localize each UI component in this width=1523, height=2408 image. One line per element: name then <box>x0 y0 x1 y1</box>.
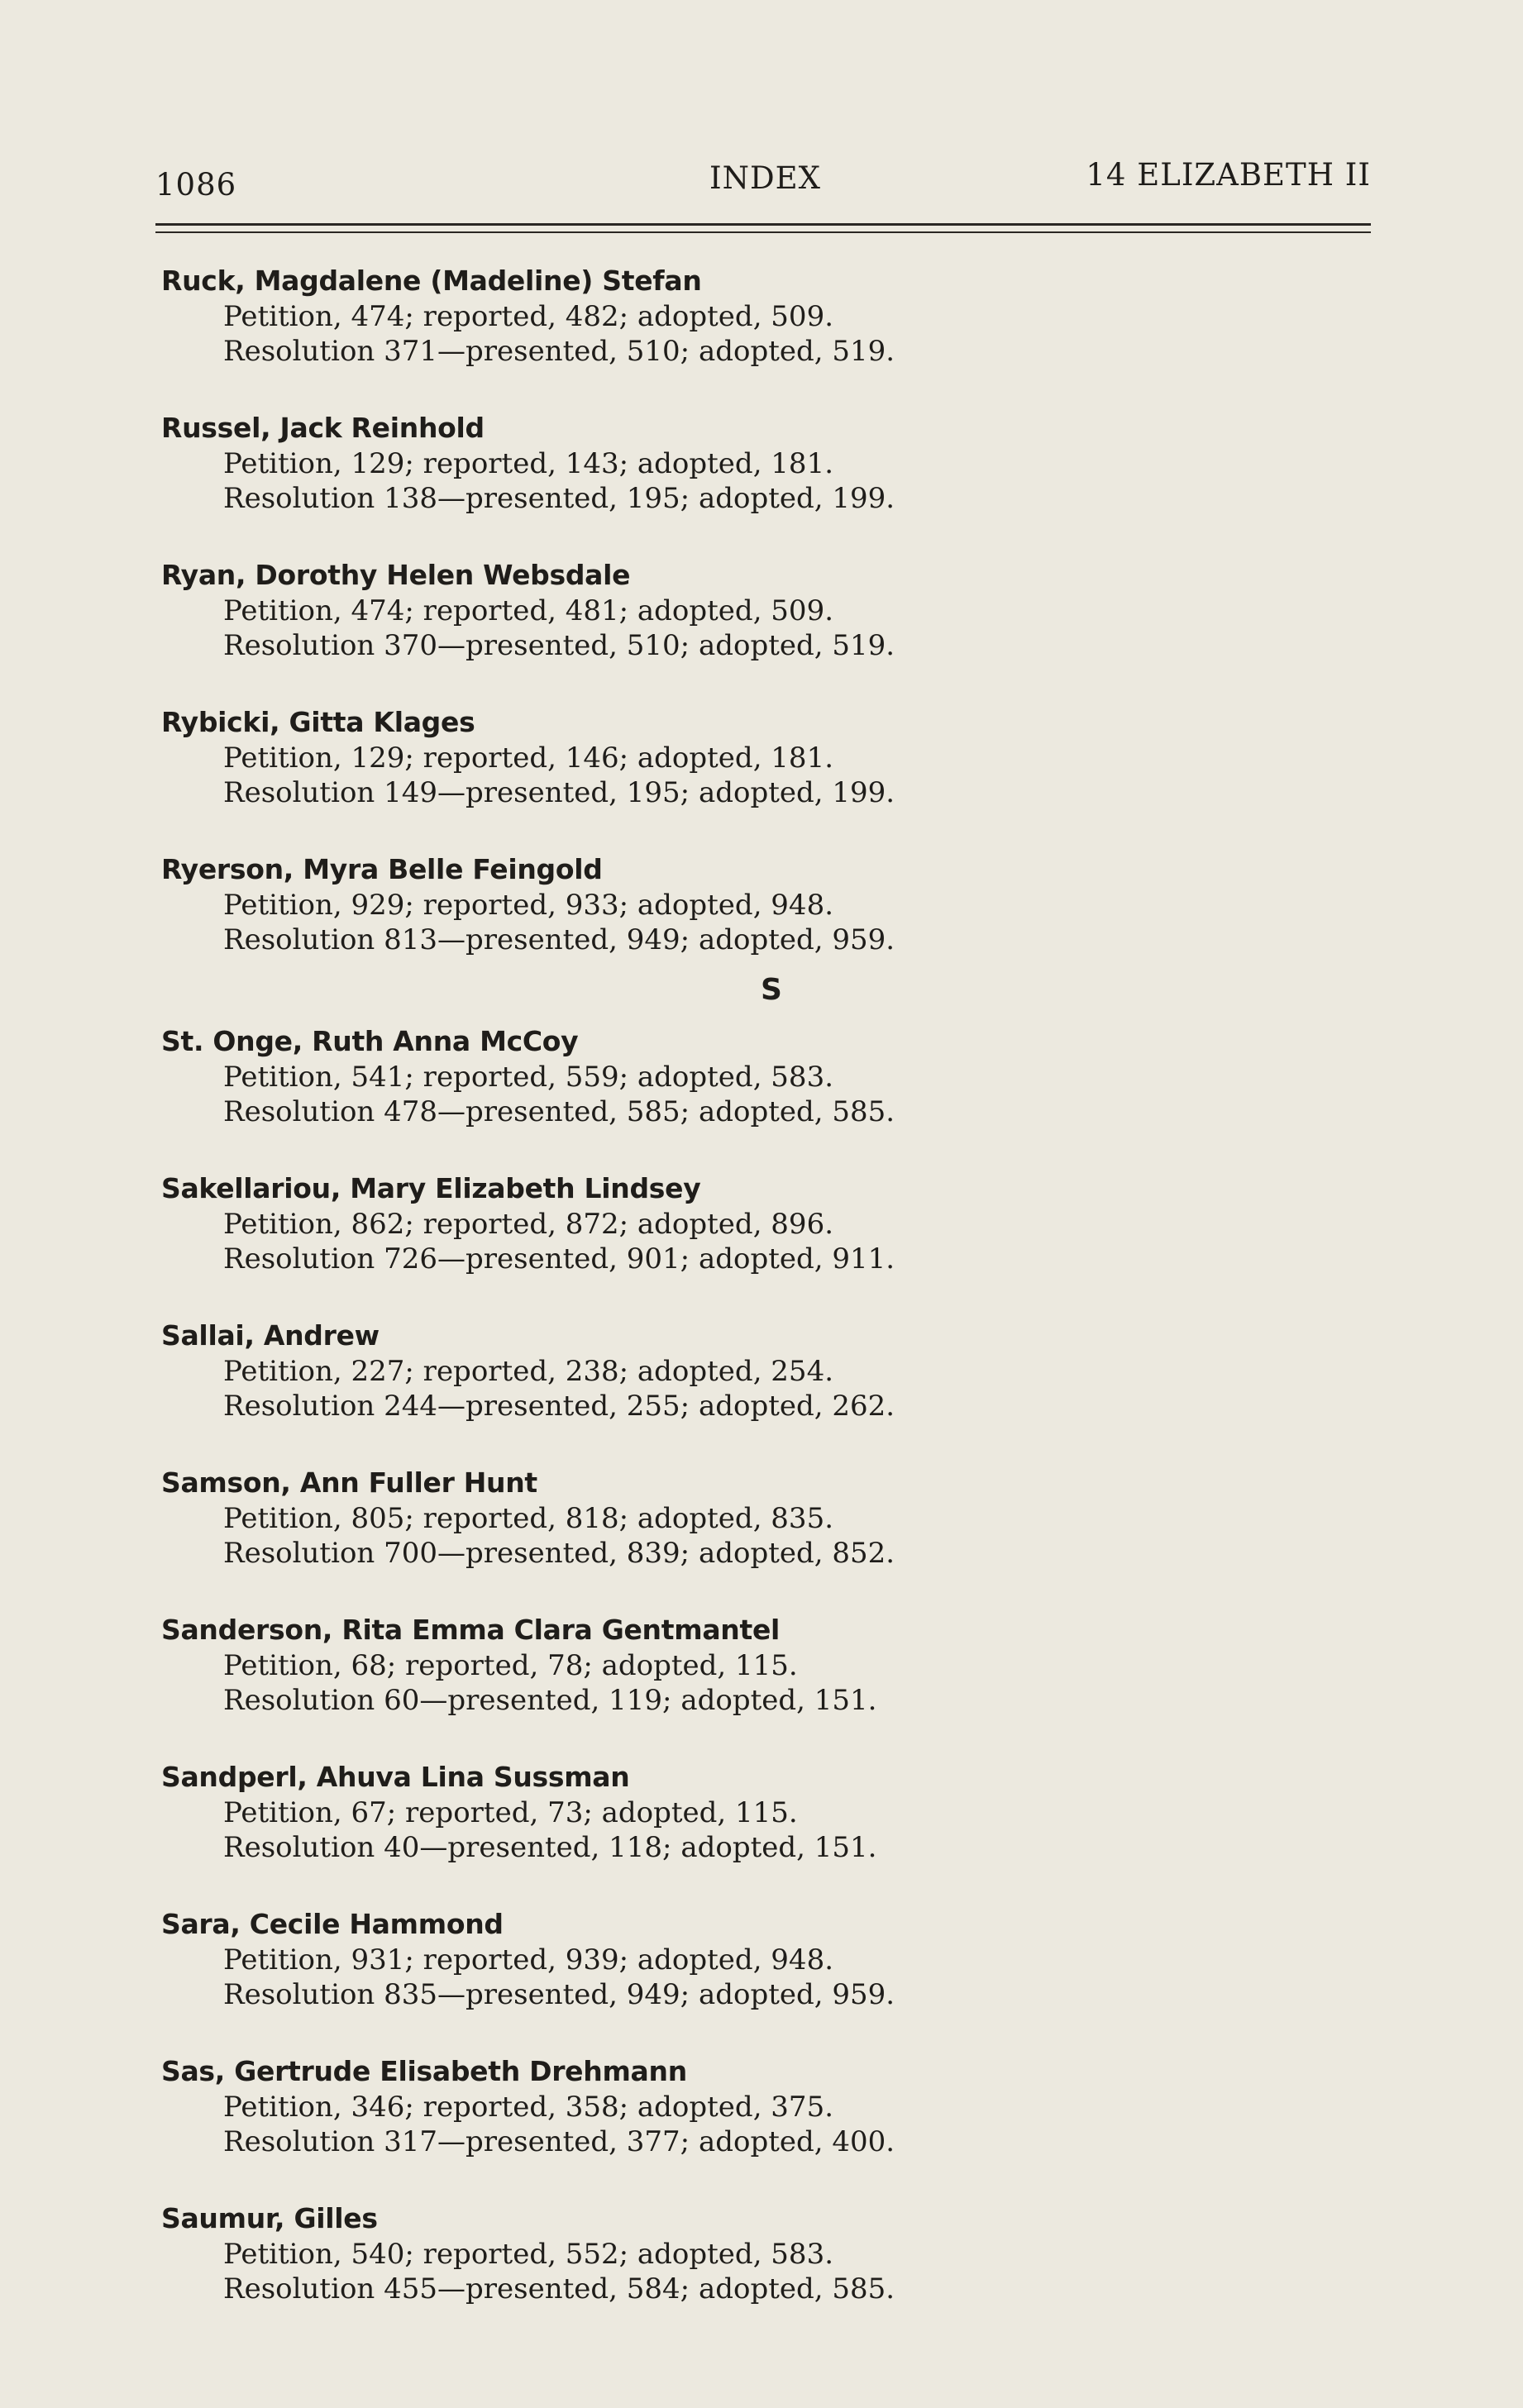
entry-resolution: Resolution 60—presented, 119; adopted, 151. <box>223 1684 877 1717</box>
entry-name: St. Onge, Ruth Anna McCoy <box>161 1025 579 1057</box>
index-entry <box>161 2201 1236 2306</box>
index-entry <box>161 704 1236 810</box>
index-entry <box>161 410 1236 516</box>
entry-resolution: Resolution 726—presented, 901; adopted, 911. <box>223 1242 895 1276</box>
entry-resolution: Resolution 835—presented, 949; adopted, 959. <box>223 1978 895 2011</box>
entry-petition: Petition, 129; reported, 143; adopted, 181. <box>223 447 834 480</box>
entry-name: Ryerson, Myra Belle Feingold <box>161 853 603 885</box>
entry-name: Rybicki, Gitta Klages <box>161 706 475 738</box>
index-entry <box>161 1171 1236 1276</box>
entry-petition: Petition, 541; reported, 559; adopted, 583. <box>223 1061 834 1094</box>
entry-petition: Petition, 931; reported, 939; adopted, 948. <box>223 1943 834 1976</box>
entry-name: Sandperl, Ahuva Lina Sussman <box>161 1761 630 1793</box>
entry-name: Ryan, Dorothy Helen Websdale <box>161 559 631 591</box>
index-entry <box>161 1318 1236 1423</box>
entry-petition: Petition, 862; reported, 872; adopted, 896. <box>223 1208 834 1241</box>
index-entries <box>161 263 1236 2348</box>
page-header <box>155 157 1371 207</box>
entry-petition: Petition, 67; reported, 73; adopted, 115. <box>223 1796 798 1829</box>
entry-resolution: Resolution 370—presented, 510; adopted, 519. <box>223 629 895 662</box>
entry-name: Sas, Gertrude Elisabeth Drehmann <box>161 2055 687 2087</box>
entry-petition: Petition, 929; reported, 933; adopted, 948. <box>223 889 834 922</box>
index-entry <box>161 1612 1236 1718</box>
entry-resolution: Resolution 40—presented, 118; adopted, 151. <box>223 1831 877 1864</box>
page-number: 1086 <box>155 167 237 203</box>
entry-petition: Petition, 474; reported, 481; adopted, 509. <box>223 594 834 627</box>
entry-name: Russel, Jack Reinhold <box>161 412 485 444</box>
entry-name: Sallai, Andrew <box>161 1319 380 1352</box>
entry-name: Sakellariou, Mary Elizabeth Lindsey <box>161 1172 701 1204</box>
entry-petition: Petition, 68; reported, 78; adopted, 115. <box>223 1649 798 1682</box>
index-entry <box>161 2053 1236 2159</box>
entry-name: Ruck, Magdalene (Madeline) Stefan <box>161 265 702 297</box>
header-rule-bottom <box>155 231 1371 233</box>
section-letter: S <box>761 973 782 1007</box>
entry-petition: Petition, 474; reported, 482; adopted, 509. <box>223 300 834 333</box>
entry-name: Saumur, Gilles <box>161 2202 378 2234</box>
index-entry <box>161 557 1236 663</box>
entry-resolution: Resolution 371—presented, 510; adopted, 519. <box>223 335 895 368</box>
index-entry <box>161 1759 1236 1865</box>
entry-petition: Petition, 540; reported, 552; adopted, 583. <box>223 2238 834 2271</box>
index-entry <box>161 1465 1236 1571</box>
entry-petition: Petition, 346; reported, 358; adopted, 375. <box>223 2091 834 2124</box>
page-title: INDEX <box>709 160 822 196</box>
entry-resolution: Resolution 813—presented, 949; adopted, 959. <box>223 923 895 956</box>
index-entry <box>161 1906 1236 2012</box>
entry-resolution: Resolution 478—presented, 585; adopted, 585. <box>223 1095 895 1128</box>
index-entry <box>161 851 1236 957</box>
entry-resolution: Resolution 700—presented, 839; adopted, 852. <box>223 1537 895 1570</box>
volume-label: 14 ELIZABETH II <box>1086 157 1371 193</box>
entry-name: Sara, Cecile Hammond <box>161 1908 504 1940</box>
entry-resolution: Resolution 244—presented, 255; adopted, 262. <box>223 1390 895 1423</box>
entry-petition: Petition, 805; reported, 818; adopted, 835. <box>223 1502 834 1535</box>
entry-petition: Petition, 227; reported, 238; adopted, 254. <box>223 1355 834 1388</box>
index-entry <box>161 1023 1236 1129</box>
entry-resolution: Resolution 138—presented, 195; adopted, 199. <box>223 482 895 515</box>
entry-petition: Petition, 129; reported, 146; adopted, 181. <box>223 741 834 775</box>
entry-resolution: Resolution 455—presented, 584; adopted, 585. <box>223 2272 895 2305</box>
entry-resolution: Resolution 149—presented, 195; adopted, 199. <box>223 776 895 809</box>
header-rule-top <box>155 223 1371 226</box>
index-entry <box>161 263 1236 369</box>
entry-name: Samson, Ann Fuller Hunt <box>161 1466 537 1499</box>
entry-name: Sanderson, Rita Emma Clara Gentmantel <box>161 1614 781 1646</box>
entry-resolution: Resolution 317—presented, 377; adopted, 400. <box>223 2125 895 2158</box>
